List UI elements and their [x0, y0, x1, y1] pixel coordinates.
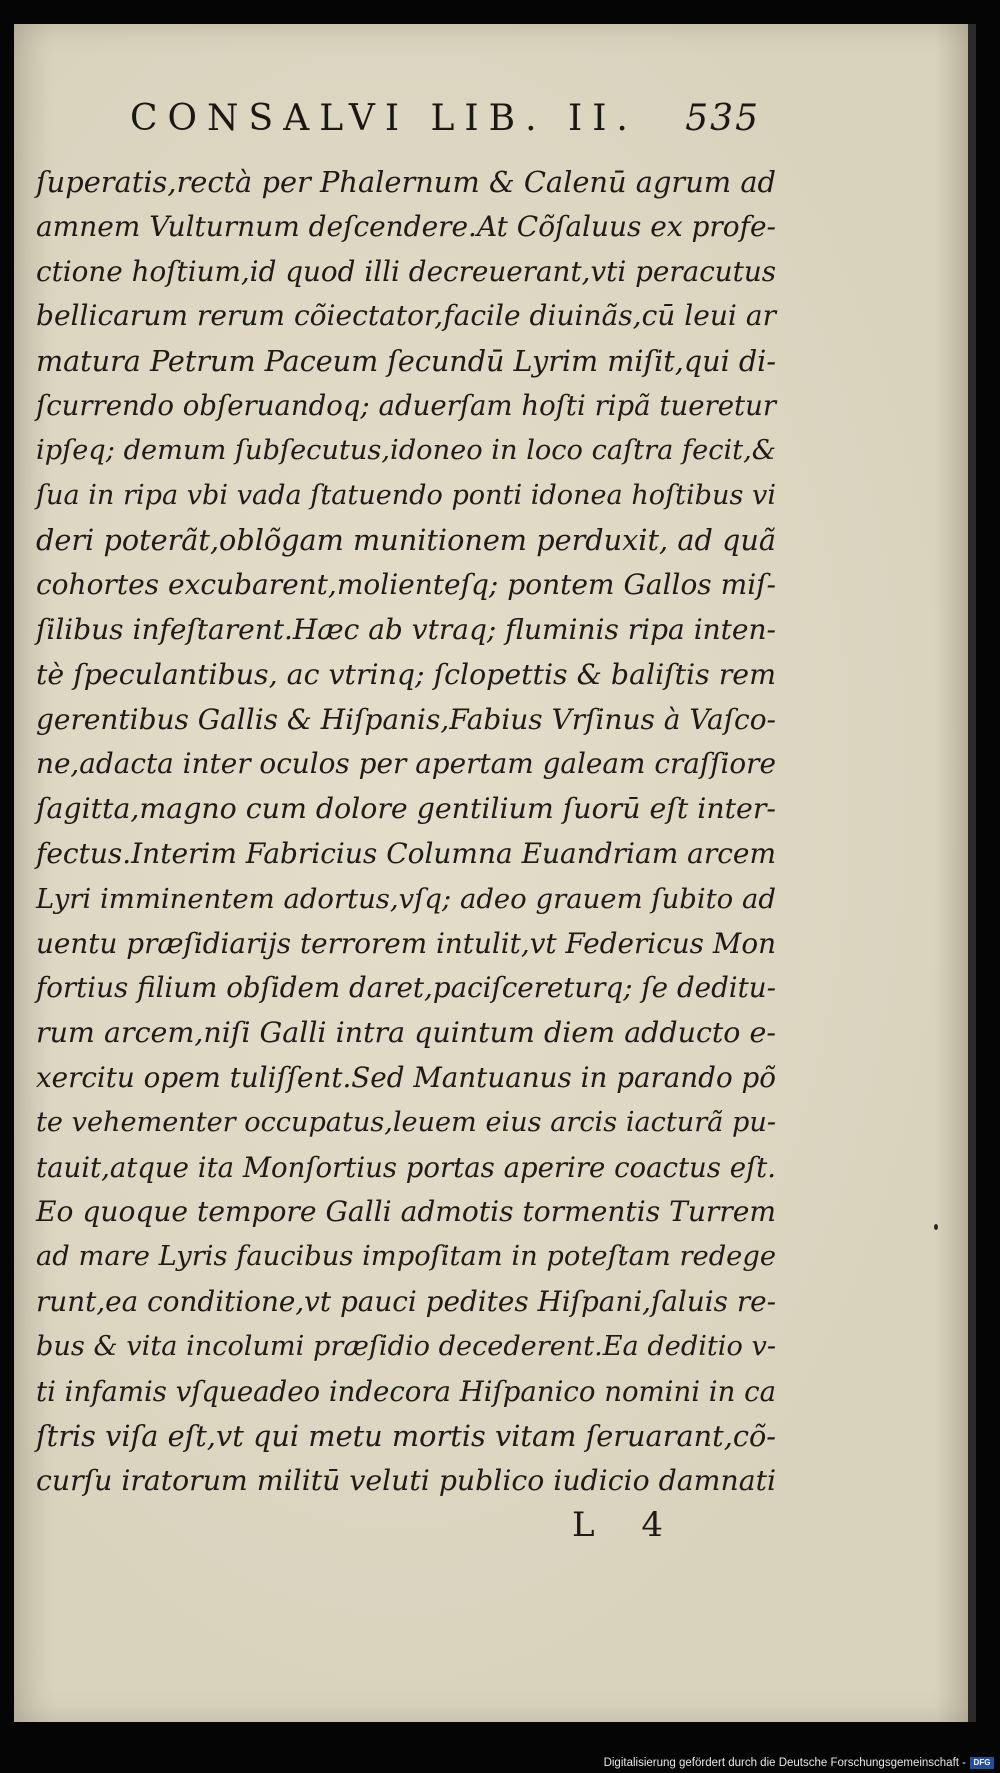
text-line: ſcurrendo obſeruandoq; aduerſam hoſti ripã tueretur	[36, 389, 776, 422]
text-line: matura Petrum Paceum ſecundū Lyrim miſit,qui di-	[36, 344, 776, 379]
text-line: ſtris viſa eſt,vt qui metu mortis vitam ſeruarant,cõ-	[36, 1419, 776, 1454]
text-line: runt,ea conditione,vt pauci pedites Hiſpani,ſaluis re-	[36, 1284, 776, 1318]
text-line: bus & vita incolumi præſidio decederent.Ea deditio v-	[36, 1330, 776, 1362]
text-line: ne,adacta inter oculos per apertam galeam craſſiore	[36, 747, 776, 781]
text-line: bellicarum rerum cõiectator,facile diuinãs,cū leui ar	[36, 299, 776, 333]
ink-speck	[934, 1224, 938, 1230]
text-line: ſagitta,magno cum dolore gentilium ſuorū eſt inter-	[36, 792, 776, 826]
page-number: 535	[685, 98, 760, 139]
text-line: te vehementer occupatus,leuem eius arcis iacturã pu-	[36, 1106, 776, 1138]
page-edge	[968, 24, 976, 1722]
text-line: gerentibus Gallis & Hiſpanis,Fabius Vrſinus à Vaſco-	[36, 702, 776, 736]
text-line: tè ſpeculantibus, ac vtrinq; ſclopettis & baliſtis rem	[36, 657, 776, 691]
text-line: ipſeq; demum ſubſecutus,idoneo in loco caſtra fecit,&	[36, 434, 776, 466]
text-line: tauit,atque ita Monſortius portas aperire coactus eſt.	[36, 1151, 776, 1184]
signature-mark: L 4	[572, 1505, 682, 1545]
text-line: uentu præſidiarijs terrorem intulit,vt Federicus Mon	[36, 926, 776, 960]
text-line: ad mare Lyris faucibus impoſitam in poteſtam redege	[36, 1241, 776, 1273]
running-title: CONSALVI LIB. II.	[130, 98, 638, 139]
text-line: Eo quoque tempore Galli admotis tormentis Turrem	[36, 1195, 776, 1229]
body-text	[36, 160, 776, 1504]
text-line: fectus.Interim Fabricius Columna Euandriam arcem	[36, 836, 776, 870]
dfg-logo: DFG	[970, 1757, 994, 1769]
text-line: curſu iratorum militū veluti publico iudicio damnati	[36, 1464, 776, 1498]
text-line: fortius filium obſidem daret,paciſcereturq; ſe deditu-	[36, 971, 776, 1005]
text-line: cohortes excubarent,molienteſq; pontem Gallos miſ-	[36, 568, 776, 602]
text-line: ti infamis vſqueadeo indecora Hiſpanico nomini in ca	[36, 1375, 776, 1408]
text-line: xercitu opem tuliſſent.Sed Mantuanus in parando põ	[36, 1060, 776, 1094]
page-header	[130, 98, 760, 148]
text-line: ſuperatis,rectà per Phalernum & Calenū agrum ad	[36, 165, 776, 199]
text-line: deri poterãt,oblõgam munitionem perduxit, ad quã	[36, 523, 776, 558]
text-line: ſilibus infeſtarent.Hæc ab vtraq; fluminis ripa inten-	[36, 612, 776, 646]
text-line: amnem Vulturnum deſcendere.At Cõſaluus ex profe-	[36, 209, 776, 243]
text-line: rum arcem,niſi Galli intra quintum diem adducto e-	[36, 1016, 776, 1050]
text-line: Lyri imminentem adortus,vſq; adeo grauem ſubito ad	[36, 882, 776, 915]
text-line: ctione hoſtium,id quod illi decreuerant,vti peracutus	[36, 254, 776, 288]
text-line: ſua in ripa vbi vada ſtatuendo ponti idonea hoſtibus vi	[36, 479, 776, 511]
digitization-credit: Digitalisierung gefördert durch die Deutsche Forschungsgemeinschaft -	[603, 1757, 966, 1769]
